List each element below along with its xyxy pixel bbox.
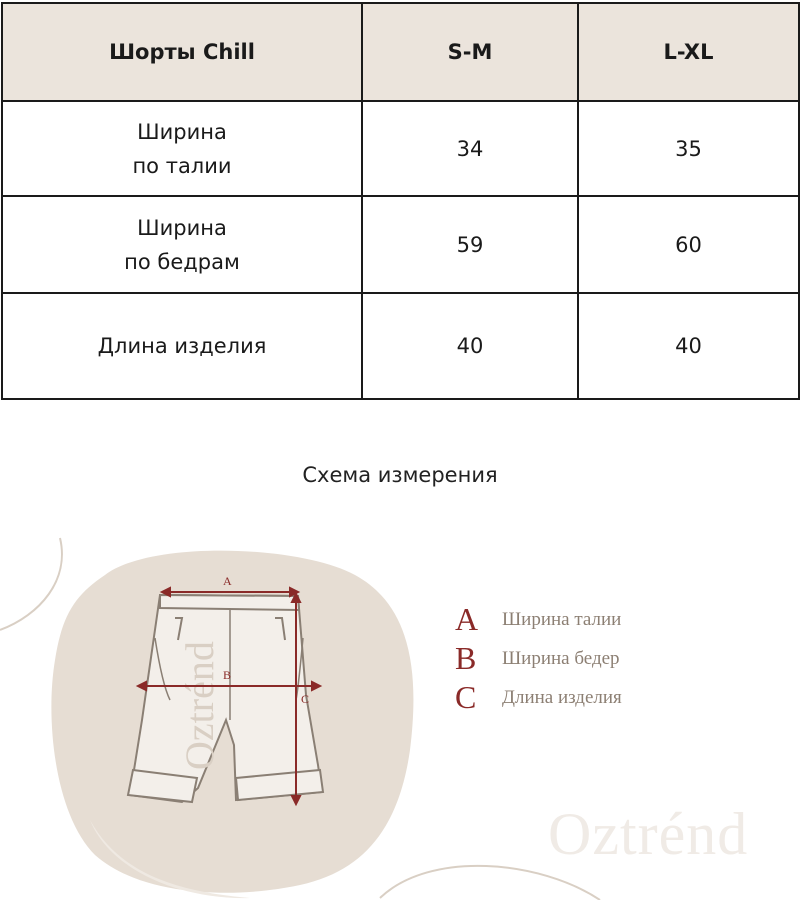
shorts-logo: Oztrénd: [177, 641, 222, 770]
scheme-title: Схема измерения: [302, 463, 498, 487]
decor-curve-bottom: [380, 866, 600, 900]
legend-letter: B: [455, 640, 477, 676]
table-header-row: [2, 3, 799, 101]
row-label: [2, 293, 362, 399]
mark-c: C: [301, 692, 310, 706]
mark-b: B: [223, 668, 232, 682]
cell-lxl: 35: [578, 101, 799, 196]
table-row: [2, 293, 799, 399]
cell-sm: 34: [362, 101, 578, 196]
row-label-line: Длина изделия: [97, 334, 267, 358]
mark-a: A: [223, 574, 232, 588]
legend-letter: A: [455, 601, 479, 637]
cell-lxl: 40: [578, 293, 799, 399]
legend-item: [455, 600, 622, 639]
legend-item: [455, 678, 622, 717]
legend-text: Длина изделия: [502, 686, 622, 708]
legend-item: [455, 639, 622, 678]
header-product: Шорты Chill: [2, 3, 362, 101]
cell-lxl: 60: [578, 196, 799, 293]
row-label-line: по талии: [132, 153, 232, 178]
header-size-sm: S-M: [362, 3, 578, 101]
legend-text: Ширина бедер: [502, 647, 620, 669]
row-label: [2, 196, 362, 293]
decor-curve-left: [0, 538, 62, 630]
legend-text: Ширина талии: [502, 608, 622, 630]
row-label: [2, 101, 362, 196]
cell-sm: 40: [362, 293, 578, 399]
table-row: [2, 196, 799, 293]
cell-sm: 59: [362, 196, 578, 293]
legend-letter: C: [455, 679, 477, 715]
table-row: [2, 101, 799, 196]
header-size-lxl: L-XL: [578, 3, 799, 101]
brand-watermark: Oztrénd: [548, 801, 749, 867]
waistband: [160, 595, 299, 610]
row-label-line: Ширина: [137, 119, 227, 144]
row-label-line: Ширина: [137, 215, 227, 240]
row-label-line: по бедрам: [124, 249, 240, 274]
size-table: [1, 2, 800, 400]
measurement-legend: [455, 600, 622, 717]
